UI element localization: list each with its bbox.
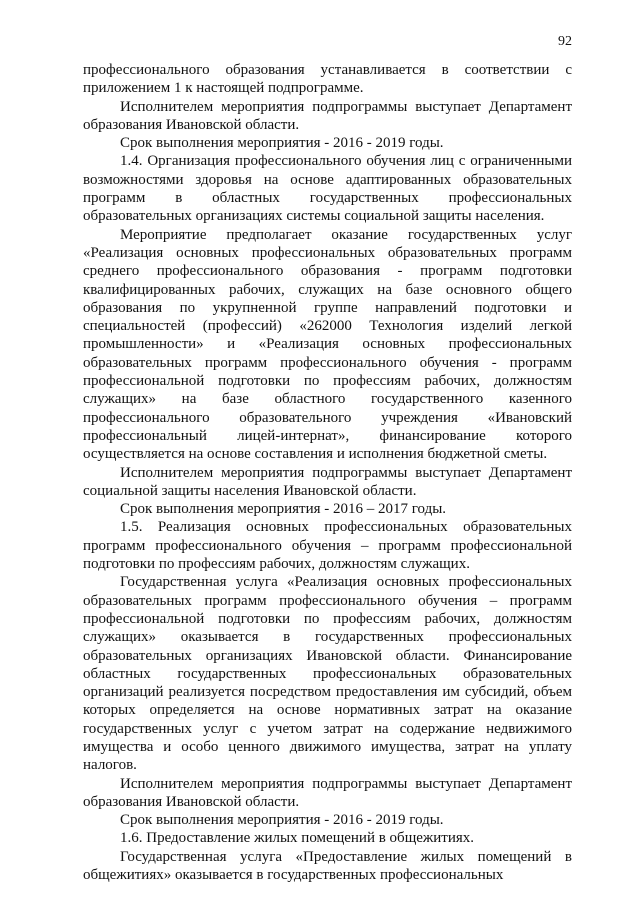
paragraph: Государственная услуга «Реализация основных профессиональных образовательных программ профессионального обучения – программ профессиональной подготовки по профессиям рабочих, должностям служащих» оказывается в государственных профессиональных образовательных организациях Ивановской области. Финансирование областных государственных профессиональных образовательных организаций реализуется посредством предоставления им субсидий, объем которых определяется на основе нормативных затрат на оказание государственных услуг с учетом затрат на содержание недвижимого имущества и особо ценного движимого имущества, затрат на уплату налогов.	[83, 574, 572, 774]
paragraph: Мероприятие предполагает оказание государственных услуг «Реализация основных профессиональных образовательных программ среднего профессионального образования - программ подготовки квалифицированных рабочих, служащих на базе основного общего образования по укрупненной группе направлений подготовки и специальностей (профессий) «262000 Технология изделий легкой промышленности» и «Реализация основных профессиональных образовательных программ профессионального обучения - программ профессиональной подготовки по профессиям рабочих, должностям служащих» на базе областного государственного казенного профессионального образовательного учреждения «Ивановский профессиональный лицей-интернат», финансирование которого осуществляется на основе составления и исполнения бюджетной сметы.	[83, 226, 572, 463]
paragraph: Государственная услуга «Предоставление жилых помещений в общежитиях» оказывается в государственных профессиональных	[83, 848, 572, 884]
page-number: 92	[558, 34, 572, 49]
paragraph: профессионального образования устанавливается в соответствии с приложением 1 к настоящей подпрограмме.	[83, 62, 572, 97]
paragraph: Исполнителем мероприятия подпрограммы выступает Департамент образования Ивановской области.	[83, 98, 572, 133]
paragraph: Срок выполнения мероприятия - 2016 - 2019 годы.	[120, 812, 444, 829]
section-heading-paragraph: 1.4. Организация профессионального обучения лиц с ограниченными возможностями здоровья на основе адаптированных образовательных программ в областных государственных профессиональных образовательных организациях системы социальной защиты населения.	[83, 153, 572, 225]
section-heading-paragraph: 1.6. Предоставление жилых помещений в общежитиях.	[120, 830, 475, 847]
paragraph: Исполнителем мероприятия подпрограммы выступает Департамент образования Ивановской области.	[83, 775, 572, 810]
paragraph: Срок выполнения мероприятия - 2016 – 2017 годы.	[120, 501, 447, 518]
section-heading-paragraph: 1.5. Реализация основных профессиональных образовательных программ профессионального обучения – программ профессиональной подготовки по профессиям рабочих, должностям служащих.	[83, 519, 572, 573]
document-body	[83, 61, 572, 884]
paragraph: Исполнителем мероприятия подпрограммы выступает Департамент социальной защиты населения Ивановской области.	[83, 464, 572, 499]
paragraph: Срок выполнения мероприятия - 2016 - 2019 годы.	[120, 135, 444, 152]
